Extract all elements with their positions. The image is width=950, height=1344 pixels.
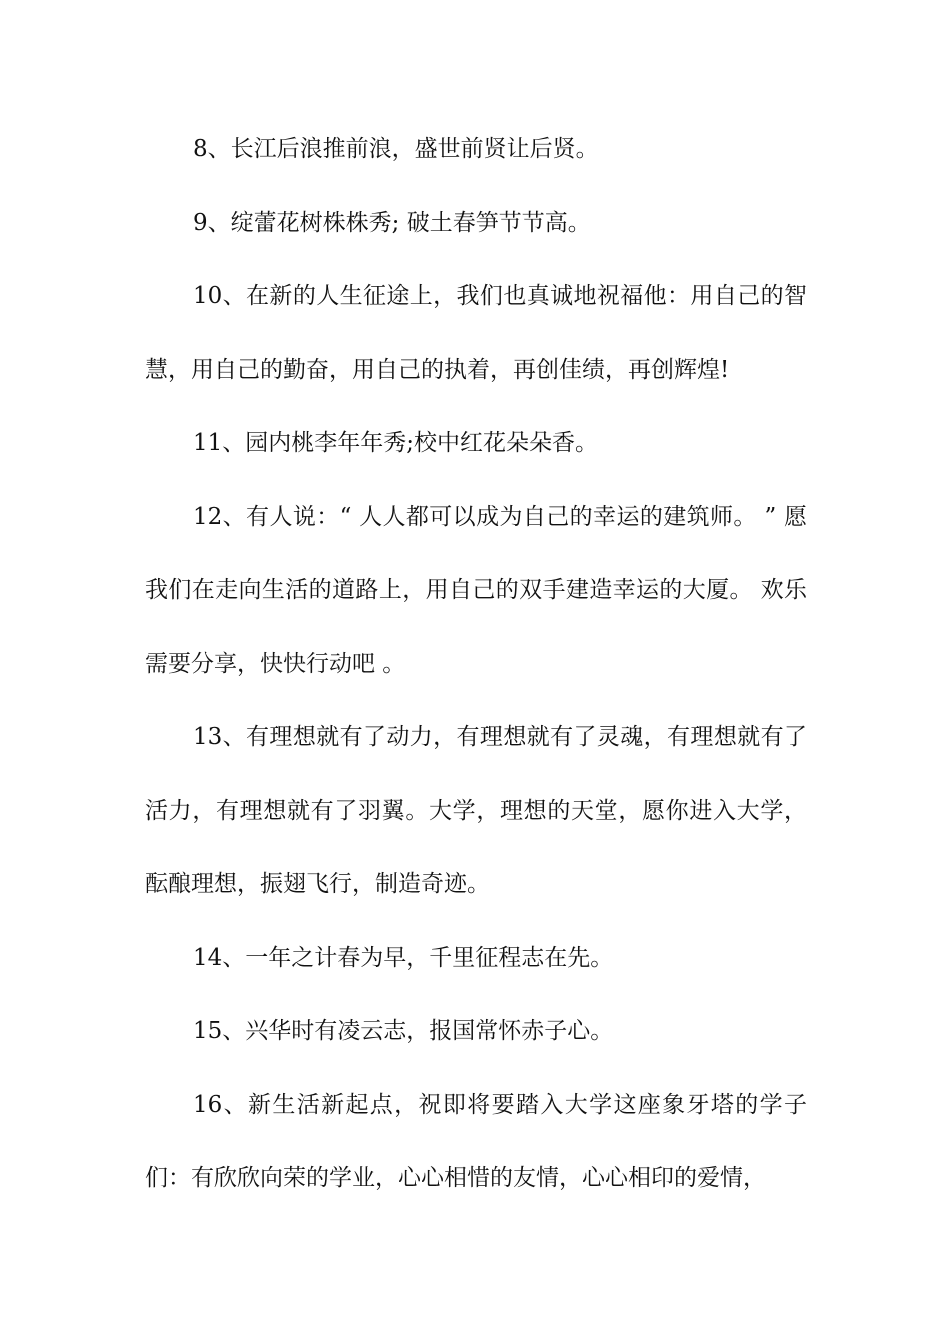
paragraph-15: 15、兴华时有凌云志，报国常怀赤子心。	[193, 1018, 614, 1044]
paragraph-9: 9、绽蕾花树株株秀; 破土春笋节节高。	[193, 209, 591, 236]
paragraph-8: 8、长江后浪推前浪，盛世前贤让后贤。	[193, 136, 599, 162]
document-body	[145, 113, 807, 1216]
paragraph-11: 11、园内桃李年年秀;校中红花朵朵香。	[193, 430, 599, 456]
paragraph-12: 12、有人说：“ 人人都可以成为自己的幸运的建筑师。 ” 愿我们在走向生活的道路上，用自己的双手建造幸运的大厦。 欢乐需要分享，快快行动吧 。	[145, 503, 807, 677]
paragraph-14: 14、一年之计春为早，千里征程志在先。	[193, 944, 614, 971]
paragraph-13: 13、有理想就有了动力，有理想就有了灵魂，有理想就有了活力，有理想就有了羽翼。大学，理想的天堂，愿你进入大学，酝酿理想，振翅飞行，制造奇迹。	[145, 724, 807, 897]
paragraph-10: 10、在新的人生征途上，我们也真诚地祝福他：用自己的智慧，用自己的勤奋，用自己的执着，再创佳绩，再创辉煌!	[145, 283, 807, 383]
paragraph-16: 16、新生活新起点，祝即将要踏入大学这座象牙塔的学子们：有欣欣向荣的学业，心心相惜的友情，心心相印的爱情，	[145, 1091, 807, 1191]
